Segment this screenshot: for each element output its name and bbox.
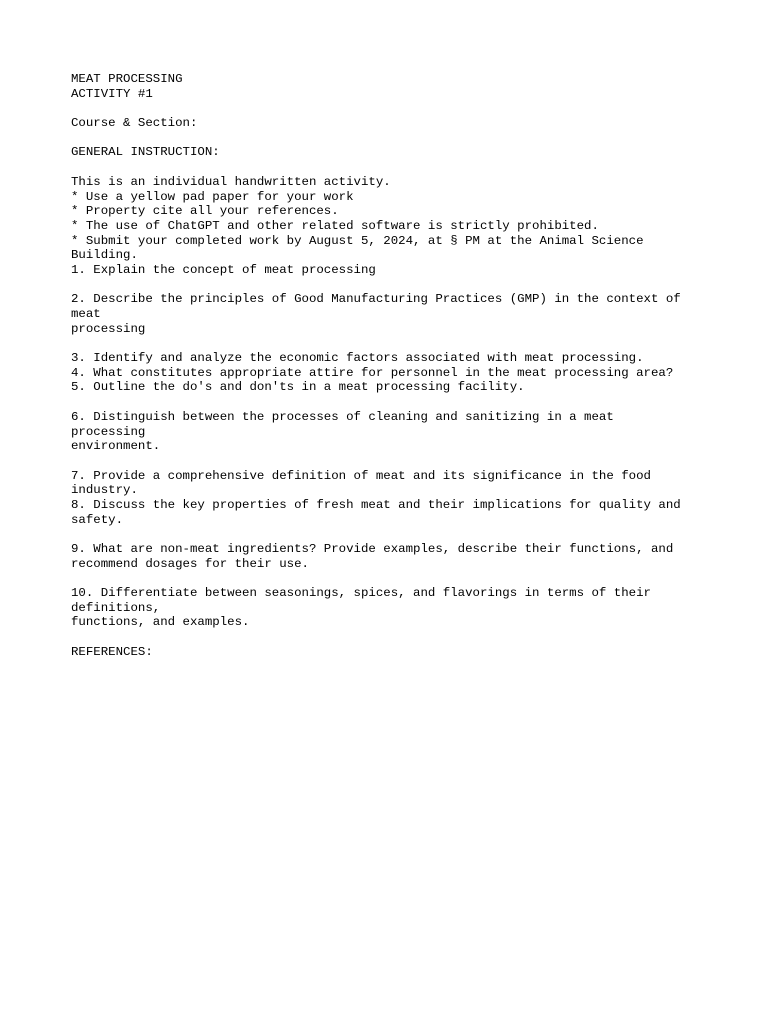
instruction-intro: This is an individual handwritten activity. <box>71 174 391 189</box>
question-6: 6. Distinguish between the processes of cleaning and sanitizing in a meat <box>71 409 614 424</box>
question-8-continued: safety. <box>71 512 124 527</box>
spacer <box>71 630 711 645</box>
spacer <box>71 395 711 410</box>
spacer <box>71 336 711 351</box>
spacer <box>71 278 711 293</box>
question-2-continued: meat <box>71 307 101 321</box>
spacer <box>71 527 711 542</box>
question-4: 4. What constitutes appropriate attire for personnel in the meat processing area? <box>71 365 674 380</box>
document-body <box>71 72 711 660</box>
spacer <box>71 160 711 175</box>
general-instruction-heading: GENERAL INSTRUCTION: <box>71 145 220 160</box>
question-1: 1. Explain the concept of meat processing <box>71 262 376 277</box>
question-2-continued: processing <box>71 321 146 336</box>
question-6-continued: processing <box>71 424 146 439</box>
spacer <box>71 571 711 586</box>
question-10-continued: functions, and examples. <box>71 615 250 630</box>
course-section-label: Course & Section: <box>71 116 198 131</box>
question-6-continued: environment. <box>71 439 161 454</box>
question-9: 9. What are non-meat ingredients? Provide examples, describe their functions, and <box>71 542 674 556</box>
references-heading: REFERENCES: <box>71 644 153 659</box>
spacer <box>71 101 711 116</box>
question-2: 2. Describe the principles of Good Manufacturing Practices (GMP) in the context of <box>71 292 681 307</box>
question-9-continued: recommend dosages for their use. <box>71 556 309 571</box>
question-10: 10. Differentiate between seasonings, spices, and flavorings in terms of their <box>71 586 651 601</box>
question-8: 8. Discuss the key properties of fresh meat and their implications for quality and <box>71 497 681 512</box>
question-10-continued: definitions, <box>71 600 161 615</box>
document-title: MEAT PROCESSING <box>71 72 183 86</box>
activity-number: ACTIVITY #1 <box>71 86 153 101</box>
spacer <box>71 131 711 146</box>
question-7-continued: industry. <box>71 483 138 498</box>
instruction-item: * Use a yellow pad paper for your work <box>71 189 354 204</box>
instruction-item: * Submit your completed work by August 5, 2024, at § PM at the Animal Science <box>71 233 644 248</box>
instruction-item-continued: Building. <box>71 248 138 263</box>
question-5: 5. Outline the do's and don'ts in a meat processing facility. <box>71 380 525 395</box>
instruction-item: * The use of ChatGPT and other related software is strictly prohibited. <box>71 218 599 233</box>
question-3: 3. Identify and analyze the economic factors associated with meat processing. <box>71 351 644 366</box>
instruction-item: * Property cite all your references. <box>71 204 339 219</box>
spacer <box>71 454 711 469</box>
question-7: 7. Provide a comprehensive definition of meat and its significance in the food <box>71 468 651 483</box>
